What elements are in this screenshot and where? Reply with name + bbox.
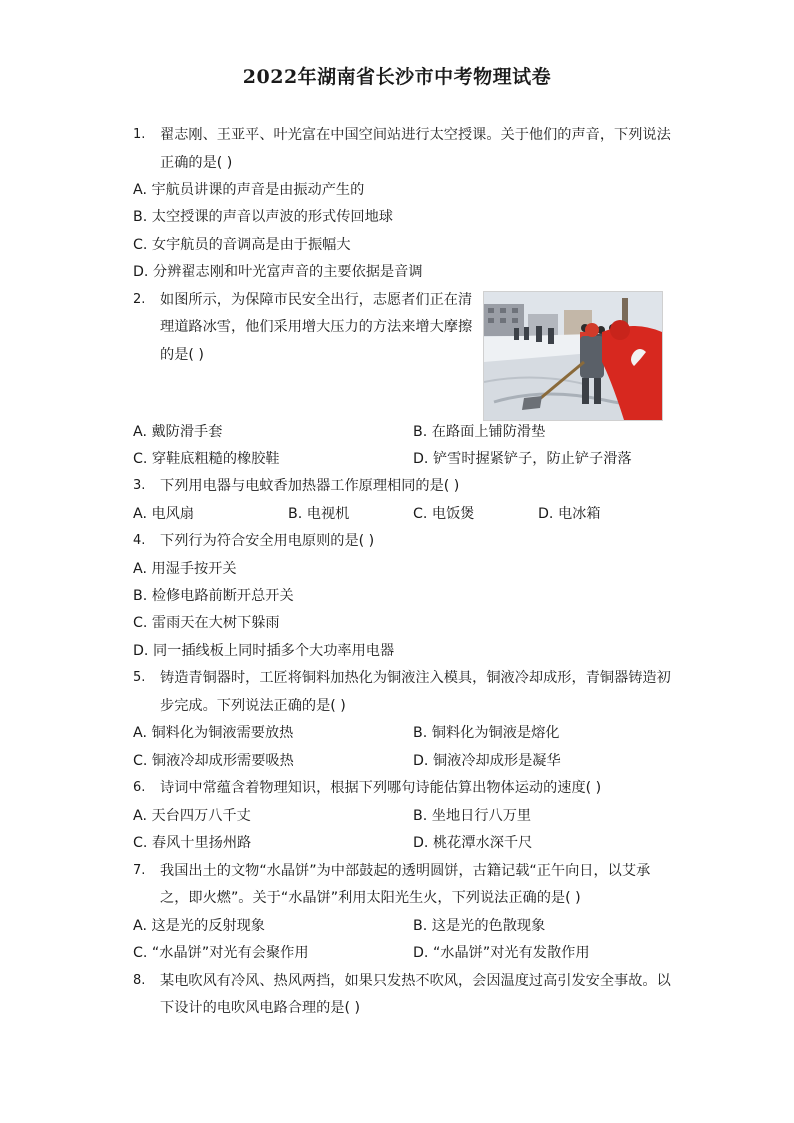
- question-2-text: 理道路冰雪，他们采用增大压力的方法来增大摩擦: [160, 319, 473, 335]
- question-1-number: 1.: [133, 127, 146, 142]
- question-7-option-d: D. “水晶饼”对光有发散作用: [413, 945, 590, 961]
- question-5-option-c: C. 铜液冷却成形需要吸热: [133, 753, 294, 769]
- question-4-option-a: A. 用湿手按开关: [133, 561, 237, 577]
- question-2-text: 如图所示，为保障市民安全出行，志愿者们正在清: [160, 292, 473, 308]
- question-7-number: 7.: [133, 863, 146, 878]
- question-7-text: 之，即火燃”。关于“水晶饼”利用太阳光生火，下列说法正确的是( ): [160, 890, 581, 906]
- question-4-number: 4.: [133, 533, 146, 548]
- question-8-text: 某电吹风有冷风、热风两挡，如果只发热不吹风，会因温度过高引发安全事故。以: [160, 973, 671, 989]
- question-5-text: 步完成。下列说法正确的是( ): [160, 698, 346, 714]
- question-6-text: 诗词中常蕴含着物理知识，根据下列哪句诗能估算出物体运动的速度( ): [160, 780, 602, 796]
- question-2-option-d: D. 铲雪时握紧铲子，防止铲子滑落: [413, 451, 632, 467]
- question-1-text: 翟志刚、王亚平、叶光富在中国空间站进行太空授课。关于他们的声音，下列说法: [160, 127, 671, 143]
- question-4-option-c: C. 雷雨天在大树下躲雨: [133, 615, 280, 631]
- question-3-option-c: C. 电饭煲: [413, 506, 475, 522]
- question-3-option-b: B. 电视机: [288, 506, 350, 522]
- question-5-option-d: D. 铜液冷却成形是凝华: [413, 753, 561, 769]
- question-7-option-c: C. “水晶饼”对光有会聚作用: [133, 945, 309, 961]
- question-1-option-d: D. 分辨翟志刚和叶光富声音的主要依据是音调: [133, 264, 423, 280]
- question-3-number: 3.: [133, 478, 146, 493]
- question-2-option-a: A. 戴防滑手套: [133, 424, 223, 440]
- question-4-text: 下列行为符合安全用电原则的是( ): [160, 533, 375, 549]
- question-2-option-b: B. 在路面上铺防滑垫: [413, 424, 546, 440]
- question-1-text: 正确的是( ): [160, 155, 233, 171]
- question-7-option-b: B. 这是光的色散现象: [413, 918, 546, 934]
- question-1-option-c: C. 女宇航员的音调高是由于振幅大: [133, 237, 351, 253]
- question-3-option-d: D. 电冰箱: [538, 506, 601, 522]
- question-3-option-a: A. 电风扇: [133, 506, 195, 522]
- question-4-option-d: D. 同一插线板上同时插多个大功率用电器: [133, 643, 395, 659]
- question-1-option-b: B. 太空授课的声音以声波的形式传回地球: [133, 209, 393, 225]
- question-6-option-d: D. 桃花潭水深千尺: [413, 835, 533, 851]
- question-6-option-a: A. 天台四万八千丈: [133, 808, 251, 824]
- snow-clearing-photo: [483, 291, 663, 421]
- question-5-text: 铸造青铜器时，工匠将铜料加热化为铜液注入模具，铜液冷却成形，青铜器铸造初: [160, 670, 671, 686]
- question-6-option-b: B. 坐地日行八万里: [413, 808, 532, 824]
- question-6-number: 6.: [133, 780, 146, 795]
- question-5-option-b: B. 铜料化为铜液是熔化: [413, 725, 560, 741]
- question-6-option-c: C. 春风十里扬州路: [133, 835, 252, 851]
- question-7-option-a: A. 这是光的反射现象: [133, 918, 265, 934]
- question-2-number: 2.: [133, 292, 146, 307]
- question-7-text: 我国出土的文物“水晶饼”为中部鼓起的透明圆饼，古籍记载“正午向日，以艾承: [160, 863, 651, 879]
- question-8-text: 下设计的电吹风电路合理的是( ): [160, 1000, 361, 1016]
- question-1-option-a: A. 宇航员讲课的声音是由振动产生的: [133, 182, 365, 198]
- page-title: 2022年湖南省长沙市中考物理试卷: [242, 66, 552, 88]
- question-2-option-c: C. 穿鞋底粗糙的橡胶鞋: [133, 451, 280, 467]
- question-5-option-a: A. 铜料化为铜液需要放热: [133, 725, 294, 741]
- question-4-option-b: B. 检修电路前断开总开关: [133, 588, 294, 604]
- question-5-number: 5.: [133, 670, 146, 685]
- question-3-text: 下列用电器与电蚊香加热器工作原理相同的是( ): [160, 478, 460, 494]
- question-2-text: 的是( ): [160, 347, 204, 363]
- question-8-number: 8.: [133, 973, 146, 988]
